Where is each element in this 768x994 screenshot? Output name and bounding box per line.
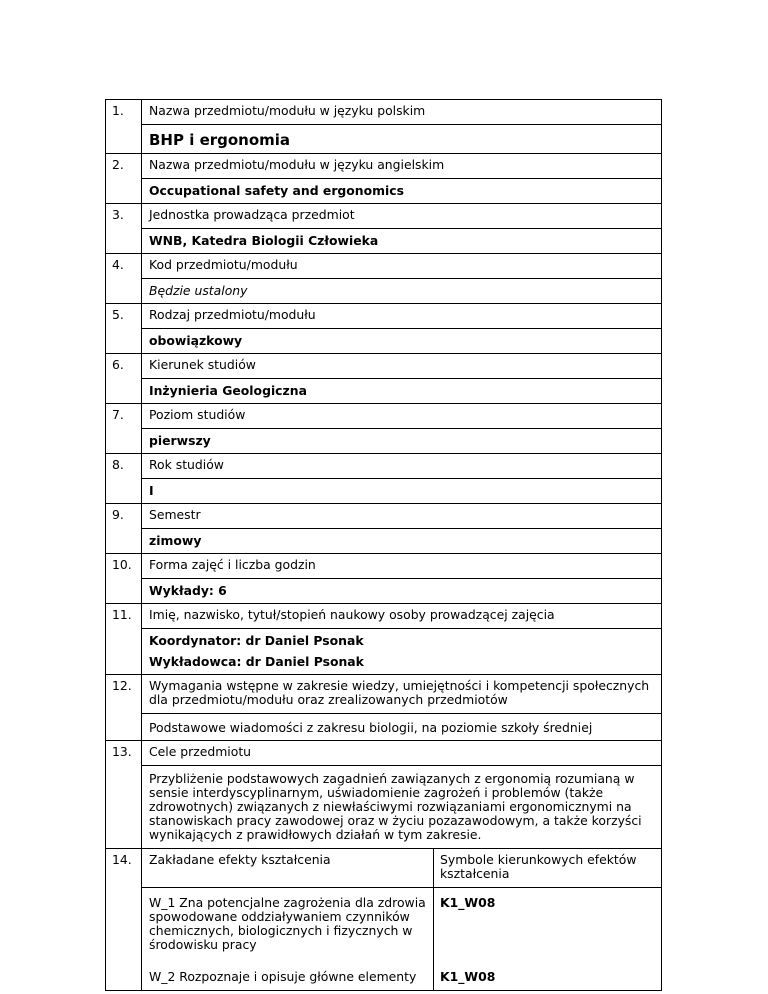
row-12: [106, 675, 662, 741]
field-value: BHP i ergonomia: [149, 131, 291, 149]
row-2: [106, 154, 662, 204]
row-number: 9.: [106, 504, 142, 554]
row-number: 7.: [106, 404, 142, 454]
field-label: Wymagania wstępne w zakresie wiedzy, umiejętności i kompetencji społecznych dla przedmiotu/modułu oraz zrealizowanych przedmiotów: [142, 675, 661, 714]
outcomes-header: [142, 849, 661, 888]
lecturer-value: Wykładowca: dr Daniel Psonak: [149, 654, 364, 669]
row-1: [106, 100, 662, 154]
row-number: 4.: [106, 254, 142, 304]
outcome-text: W_1 Zna potencjalne zagrożenia dla zdrowia spowodowane oddziaływaniem czynników chemicznych, biologicznych i fizycznych w środowisku pracy: [142, 888, 434, 962]
row-number: 2.: [106, 154, 142, 204]
field-label: Kod przedmiotu/modułu: [142, 254, 661, 279]
row-number: 13.: [106, 741, 142, 849]
row-6: [106, 354, 662, 404]
row-4: [106, 254, 662, 304]
row-13: [106, 741, 662, 849]
field-label: Kierunek studiów: [142, 354, 661, 379]
syllabus-table: [105, 99, 662, 991]
field-label: Imię, nazwisko, tytuł/stopień naukowy osoby prowadzącej zajęcia: [142, 604, 661, 629]
outcome-text: W_2 Rozpoznaje i opisuje główne elementy: [142, 962, 434, 990]
row-number: 6.: [106, 354, 142, 404]
row-7: [106, 404, 662, 454]
row-14: [106, 849, 662, 991]
row-number: 14.: [106, 849, 142, 991]
field-label: Jednostka prowadząca przedmiot: [142, 204, 661, 229]
field-value: Occupational safety and ergonomics: [149, 183, 405, 198]
field-value: obowiązkowy: [149, 333, 243, 348]
row-10: [106, 554, 662, 604]
row-number: 3.: [106, 204, 142, 254]
row-number: 8.: [106, 454, 142, 504]
field-value: zimowy: [149, 533, 202, 548]
field-value: pierwszy: [149, 433, 211, 448]
course-goals-text: Przybliżenie podstawowych zagadnień zawiązanych z ergonomią rozumianą w sensie interdyscyplinarnym, uświadomienie zagrożeń i problemów (także zdrowotnych) związanych z niewłaściwymi rozwiązaniami ergonomicznymi na stanowiskach pracy zawodowej oraz w życiu pozazawodowym, a także korzyści wynikających z prawidłowych działań w tym zakresie.: [149, 771, 642, 842]
symbols-col-header: Symbole kierunkowych efektów kształcenia: [434, 849, 661, 888]
row-number: 10.: [106, 554, 142, 604]
field-label: Semestr: [142, 504, 661, 529]
field-value: Inżynieria Geologiczna: [149, 383, 307, 398]
row-11: [106, 604, 662, 675]
row-number: 12.: [106, 675, 142, 741]
row-number: 1.: [106, 100, 142, 154]
field-label: Nazwa przedmiotu/modułu w języku polskim: [142, 100, 661, 125]
coordinator-value: Koordynator: dr Daniel Psonak: [149, 633, 364, 648]
field-label: Rok studiów: [142, 454, 661, 479]
field-label: Poziom studiów: [142, 404, 661, 429]
row-number: 11.: [106, 604, 142, 675]
field-label: Nazwa przedmiotu/modułu w języku angielskim: [142, 154, 661, 179]
outcome-row: [142, 888, 661, 962]
outcome-symbol: K1_W08: [440, 969, 496, 984]
row-number: 5.: [106, 304, 142, 354]
outcome-row: [142, 962, 661, 990]
field-value: Wykłady: 6: [149, 583, 227, 598]
outcomes-col-header: Zakładane efekty kształcenia: [142, 849, 434, 888]
field-value: Podstawowe wiadomości z zakresu biologii, na poziomie szkoły średniej: [149, 720, 593, 735]
field-value: Będzie ustalony: [149, 283, 248, 298]
field-value: I: [149, 483, 154, 498]
row-5: [106, 304, 662, 354]
field-label: Rodzaj przedmiotu/modułu: [142, 304, 661, 329]
row-3: [106, 204, 662, 254]
row-8: [106, 454, 662, 504]
field-value: WNB, Katedra Biologii Człowieka: [149, 233, 379, 248]
field-label: Cele przedmiotu: [142, 741, 661, 766]
row-9: [106, 504, 662, 554]
outcome-symbol: K1_W08: [440, 895, 496, 910]
field-label: Forma zajęć i liczba godzin: [142, 554, 661, 579]
